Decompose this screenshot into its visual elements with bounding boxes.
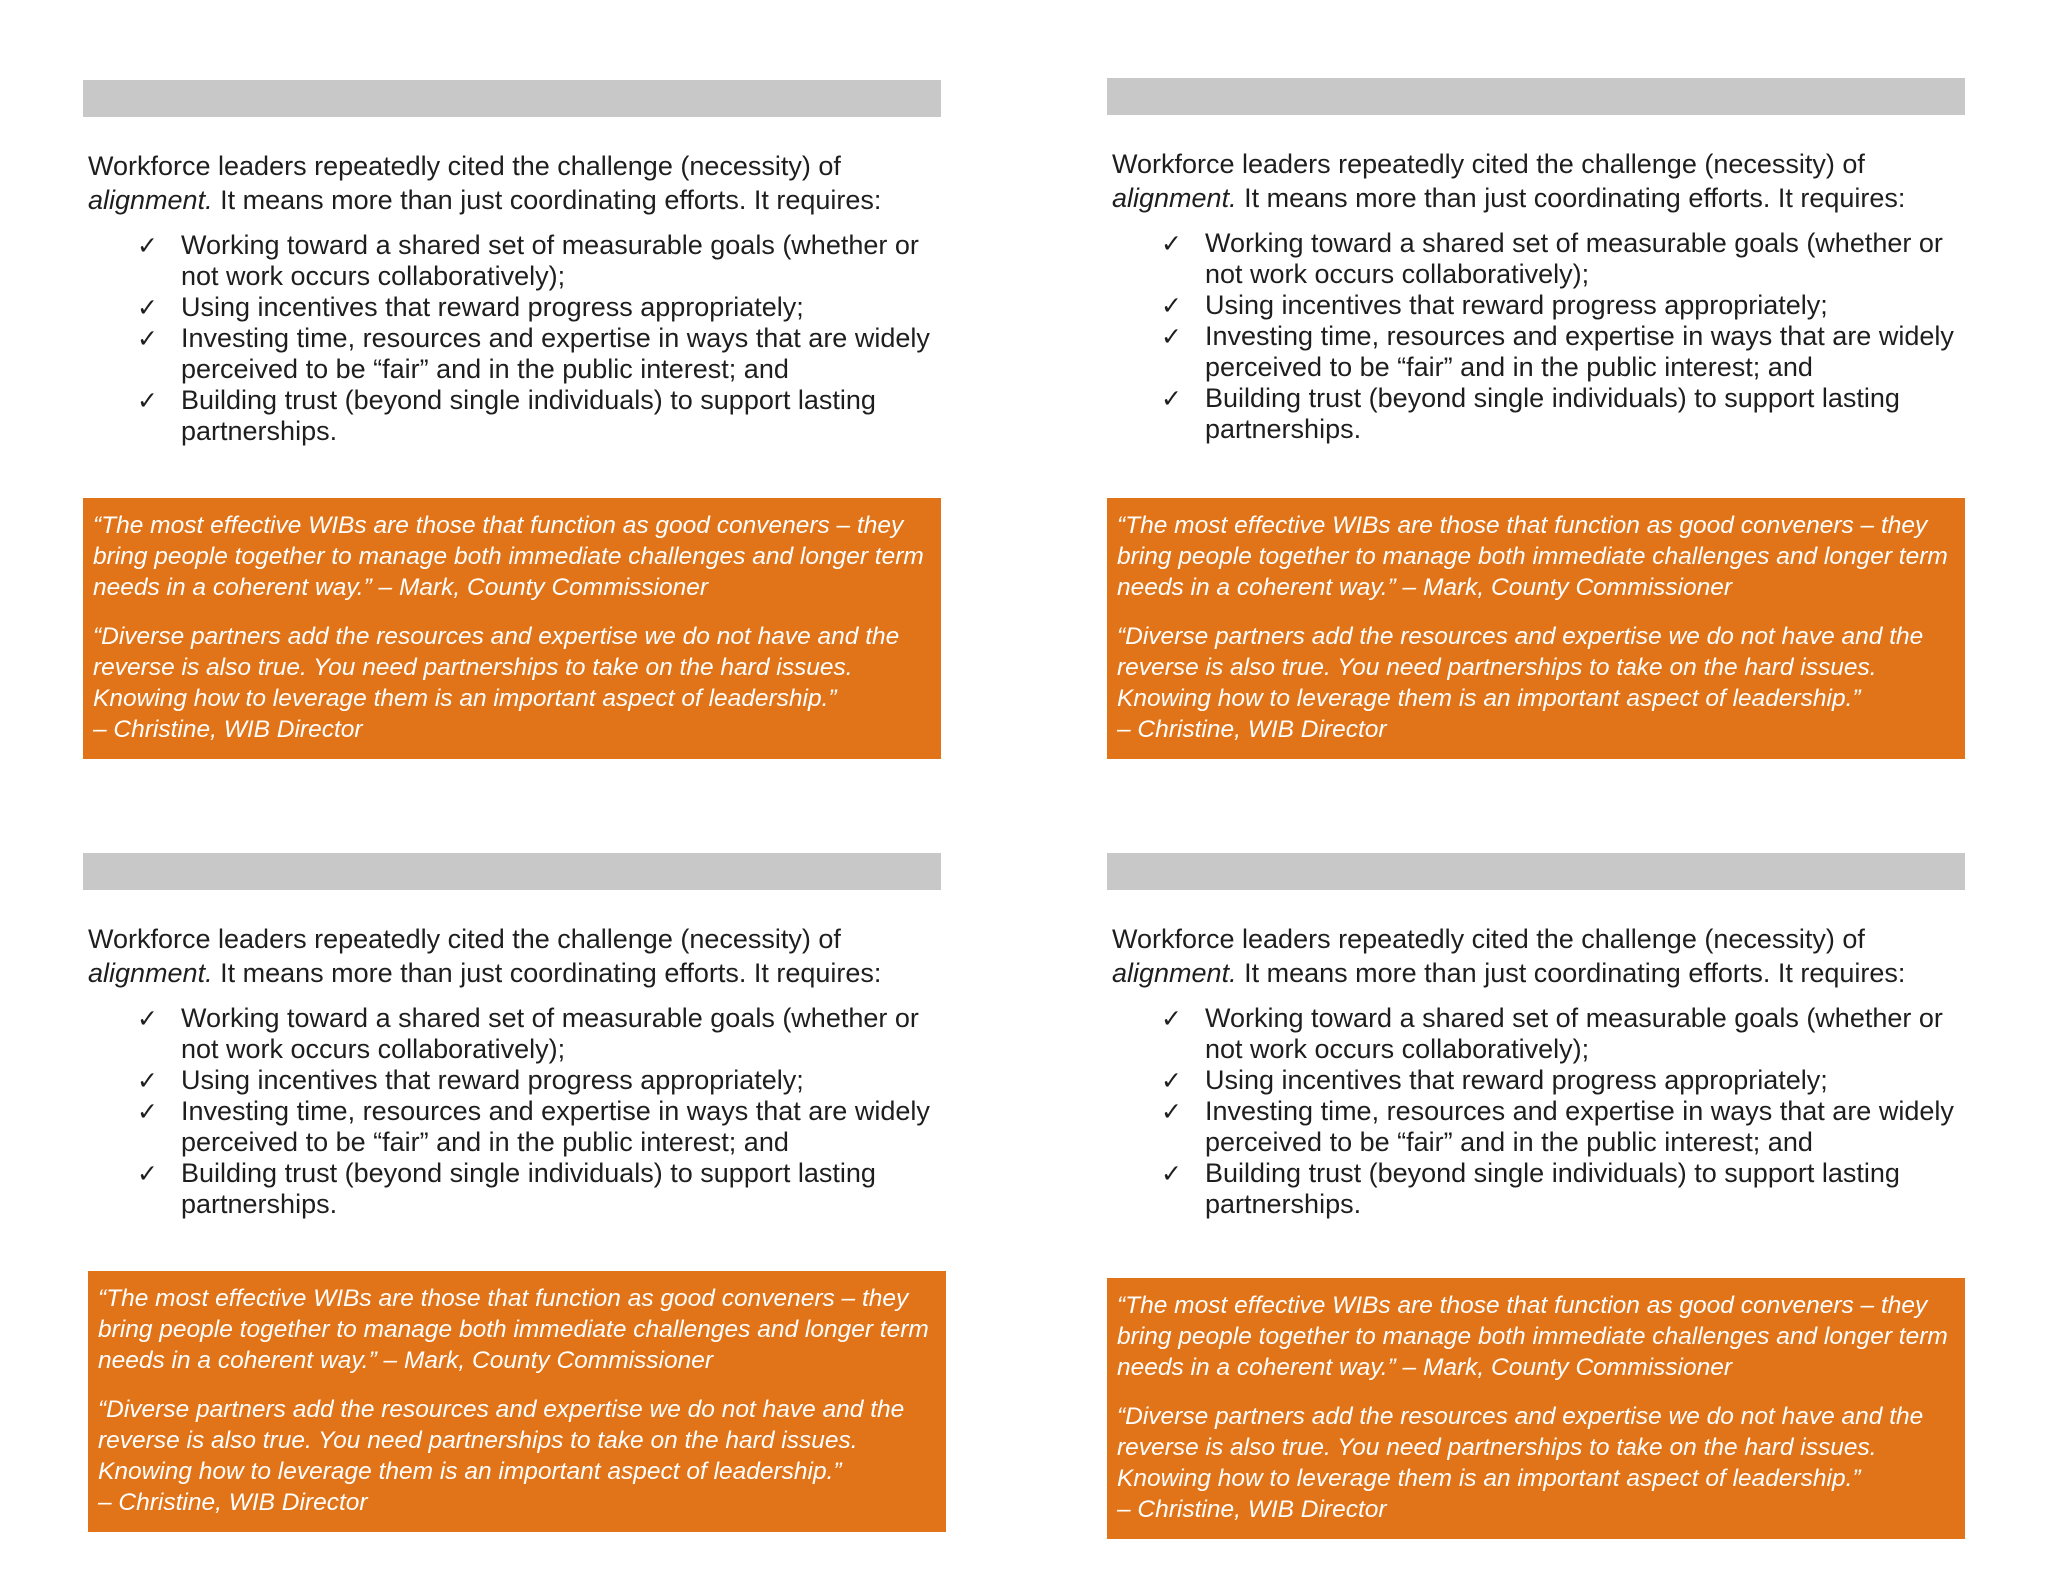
list-item	[1107, 228, 1965, 290]
list-item-text: Working toward a shared set of measurable goals (whether or not work occurs collaboratively);	[1205, 228, 1943, 289]
quote-christine-text: “Diverse partners add the resources and expertise we do not have and the reverse is also true. You need partnerships to take on the hard issues. Knowing how to leverage them is an important aspect of leadership.”	[1117, 1403, 1924, 1492]
card-header-bar	[83, 853, 941, 890]
list-item	[1107, 321, 1965, 383]
intro-text: Workforce leaders repeatedly cited the challenge (necessity) of	[88, 151, 841, 181]
checkmark-icon: ✓	[1161, 291, 1182, 320]
list-item-text: Investing time, resources and expertise in ways that are widely perceived to be “fair” and in the public interest; and	[181, 323, 930, 384]
quote-attribution: – Christine, WIB Director	[1117, 1496, 1387, 1523]
quote-christine	[1117, 621, 1959, 745]
checkmark-icon: ✓	[1161, 322, 1182, 351]
list-item-text: Using incentives that reward progress appropriately;	[181, 1065, 804, 1095]
list-item-text: Building trust (beyond single individuals) to support lasting partnerships.	[181, 1158, 876, 1219]
intro-text-continued: It means more than just coordinating efforts. It requires:	[1236, 958, 1906, 988]
checkmark-icon: ✓	[137, 293, 158, 322]
list-item	[1107, 290, 1965, 321]
checkmark-icon: ✓	[1161, 1097, 1182, 1126]
requirements-checklist	[1107, 1003, 1965, 1220]
card-header-bar	[1107, 853, 1965, 890]
quote-attribution: – Christine, WIB Director	[98, 1489, 368, 1516]
intro-text-continued: It means more than just coordinating efforts. It requires:	[1236, 183, 1906, 213]
quote-attribution: – Christine, WIB Director	[93, 716, 363, 743]
list-item-text: Building trust (beyond single individuals) to support lasting partnerships.	[1205, 383, 1900, 444]
list-item	[83, 1003, 941, 1065]
list-item-text: Working toward a shared set of measurable goals (whether or not work occurs collaboratively);	[1205, 1003, 1943, 1064]
checkmark-icon: ✓	[137, 1097, 158, 1126]
quote-box	[88, 1271, 946, 1532]
list-item-text: Working toward a shared set of measurable goals (whether or not work occurs collaboratively);	[181, 1003, 919, 1064]
intro-paragraph	[1112, 922, 1965, 990]
intro-text: Workforce leaders repeatedly cited the challenge (necessity) of	[1112, 924, 1865, 954]
card-header-bar	[83, 80, 941, 117]
checkmark-icon: ✓	[137, 1004, 158, 1033]
quote-christine	[98, 1394, 940, 1518]
card-header-bar	[1107, 78, 1965, 115]
list-item	[83, 1158, 941, 1220]
list-item	[1107, 1096, 1965, 1158]
requirements-checklist	[83, 1003, 941, 1220]
quote-mark: “The most effective WIBs are those that function as good conveners – they bring people together to manage both immediate challenges and longer term needs in a coherent way.” – Mark, County Commissioner	[93, 512, 924, 601]
quote-mark: “The most effective WIBs are those that function as good conveners – they bring people together to manage both immediate challenges and longer term needs in a coherent way.” – Mark, County Commissioner	[1117, 1292, 1948, 1381]
card-bottom-right	[1107, 853, 1965, 1523]
requirements-checklist	[83, 230, 941, 447]
intro-paragraph	[1112, 147, 1965, 215]
list-item-text: Using incentives that reward progress appropriately;	[1205, 290, 1828, 320]
list-item-text: Investing time, resources and expertise in ways that are widely perceived to be “fair” and in the public interest; and	[181, 1096, 930, 1157]
quote-christine-text: “Diverse partners add the resources and expertise we do not have and the reverse is also true. You need partnerships to take on the hard issues. Knowing how to leverage them is an important aspect of leadership.”	[93, 623, 900, 712]
list-item-text: Working toward a shared set of measurable goals (whether or not work occurs collaboratively);	[181, 230, 919, 291]
intro-text-continued: It means more than just coordinating efforts. It requires:	[212, 185, 882, 215]
list-item	[83, 1065, 941, 1096]
requirements-checklist	[1107, 228, 1965, 445]
list-item	[1107, 1003, 1965, 1065]
list-item-text: Using incentives that reward progress appropriately;	[1205, 1065, 1828, 1095]
checkmark-icon: ✓	[137, 386, 158, 415]
card-bottom-left	[83, 853, 941, 1516]
list-item-text: Using incentives that reward progress appropriately;	[181, 292, 804, 322]
intro-emphasis: alignment.	[88, 958, 213, 988]
list-item-text: Investing time, resources and expertise in ways that are widely perceived to be “fair” and in the public interest; and	[1205, 1096, 1954, 1157]
checkmark-icon: ✓	[137, 231, 158, 260]
intro-emphasis: alignment.	[1112, 958, 1237, 988]
list-item	[1107, 1065, 1965, 1096]
quote-box	[1107, 498, 1965, 759]
list-item	[83, 292, 941, 323]
intro-paragraph	[88, 149, 941, 217]
checkmark-icon: ✓	[1161, 384, 1182, 413]
card-top-left	[83, 80, 941, 743]
list-item-text: Building trust (beyond single individuals) to support lasting partnerships.	[1205, 1158, 1900, 1219]
quote-christine-text: “Diverse partners add the resources and expertise we do not have and the reverse is also true. You need partnerships to take on the hard issues. Knowing how to leverage them is an important aspect of leadership.”	[1117, 623, 1924, 712]
quote-box	[1107, 1278, 1965, 1539]
checkmark-icon: ✓	[1161, 1159, 1182, 1188]
list-item	[83, 1096, 941, 1158]
intro-emphasis: alignment.	[1112, 183, 1237, 213]
quote-mark: “The most effective WIBs are those that function as good conveners – they bring people together to manage both immediate challenges and longer term needs in a coherent way.” – Mark, County Commissioner	[1117, 512, 1948, 601]
quote-box	[83, 498, 941, 759]
list-item-text: Building trust (beyond single individuals) to support lasting partnerships.	[181, 385, 876, 446]
checkmark-icon: ✓	[137, 1066, 158, 1095]
checkmark-icon: ✓	[1161, 229, 1182, 258]
checkmark-icon: ✓	[1161, 1066, 1182, 1095]
quote-attribution: – Christine, WIB Director	[1117, 716, 1387, 743]
list-item	[83, 230, 941, 292]
quote-christine-text: “Diverse partners add the resources and expertise we do not have and the reverse is also true. You need partnerships to take on the hard issues. Knowing how to leverage them is an important aspect of leadership.”	[98, 1396, 905, 1485]
intro-emphasis: alignment.	[88, 185, 213, 215]
intro-text: Workforce leaders repeatedly cited the challenge (necessity) of	[1112, 149, 1865, 179]
quote-christine	[1117, 1401, 1959, 1525]
quote-christine	[93, 621, 935, 745]
list-item	[1107, 383, 1965, 445]
list-item	[1107, 1158, 1965, 1220]
quote-mark: “The most effective WIBs are those that function as good conveners – they bring people together to manage both immediate challenges and longer term needs in a coherent way.” – Mark, County Commissioner	[98, 1285, 929, 1374]
card-top-right	[1107, 78, 1965, 743]
intro-paragraph	[88, 922, 941, 990]
intro-text: Workforce leaders repeatedly cited the challenge (necessity) of	[88, 924, 841, 954]
intro-text-continued: It means more than just coordinating efforts. It requires:	[212, 958, 882, 988]
list-item-text: Investing time, resources and expertise in ways that are widely perceived to be “fair” and in the public interest; and	[1205, 321, 1954, 382]
checkmark-icon: ✓	[137, 324, 158, 353]
checkmark-icon: ✓	[1161, 1004, 1182, 1033]
list-item	[83, 323, 941, 385]
checkmark-icon: ✓	[137, 1159, 158, 1188]
list-item	[83, 385, 941, 447]
